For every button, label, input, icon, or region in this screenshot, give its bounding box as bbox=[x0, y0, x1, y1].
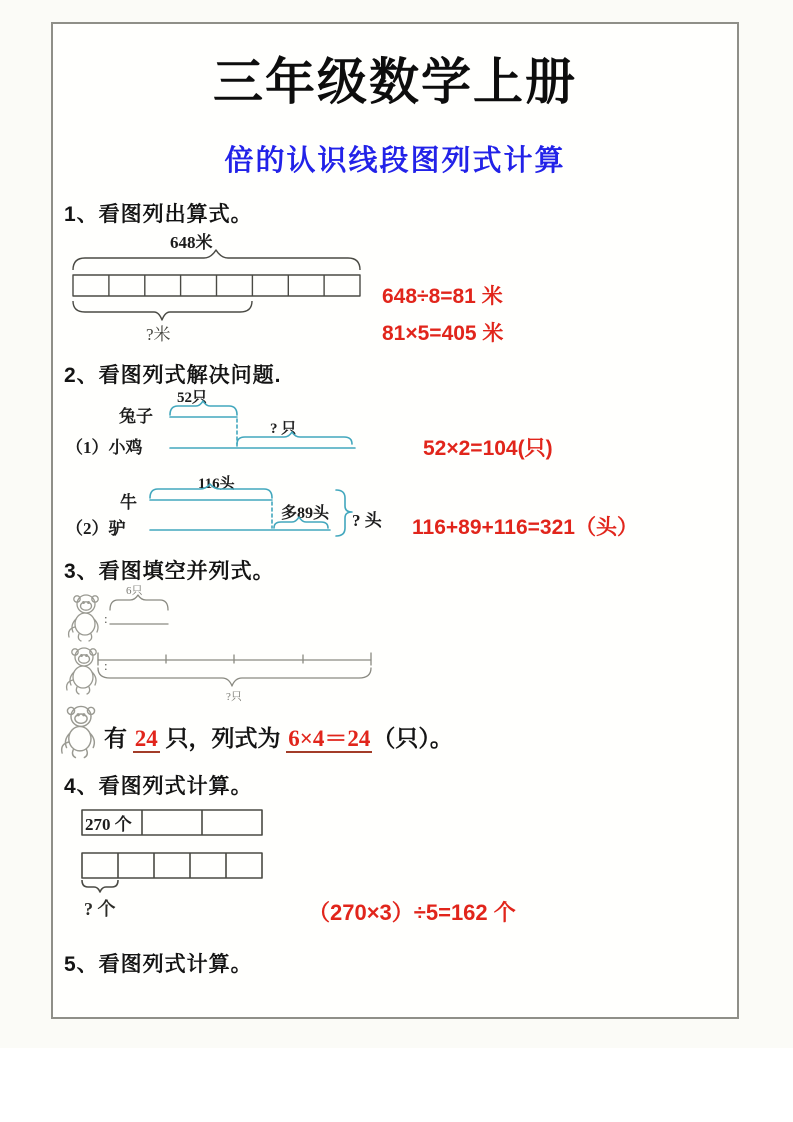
p3-fill-prefix: 有 bbox=[104, 726, 133, 751]
p3-row2-label: ?只 bbox=[226, 691, 242, 703]
bottom-margin bbox=[0, 1048, 793, 1122]
p2p1-segment-diagram bbox=[160, 398, 390, 460]
monkey-icon bbox=[69, 595, 99, 641]
p2p1-row2-label: （1）小鸡 bbox=[66, 438, 143, 457]
page-title: 三年级数学上册 bbox=[213, 54, 577, 110]
p2p2-more-label: 多89头 bbox=[281, 505, 330, 522]
p1-answer-2: 81×5=405 米 bbox=[382, 322, 504, 345]
p3-fill-mid: 只，列式为 bbox=[159, 726, 287, 751]
problem5-heading: 5、看图列式计算。 bbox=[64, 953, 253, 976]
p2p2-answer: 116+89+116=321（头） bbox=[412, 516, 638, 539]
p2p2-row2-label: （2）驴 bbox=[66, 519, 126, 538]
p2p2-top-label: 116头 bbox=[198, 476, 235, 492]
p2p1-top-label: 52只 bbox=[177, 390, 208, 406]
page-subtitle: 倍的认识线段图列式计算 bbox=[224, 145, 566, 177]
p4-answer: （270×3）÷5=162 个 bbox=[308, 900, 516, 925]
problem3-diagram bbox=[56, 578, 406, 712]
problem2-heading: 2、看图列式解决问题. bbox=[64, 364, 282, 387]
p3-fill-line bbox=[104, 720, 453, 753]
problem4-heading: 4、看图列式计算。 bbox=[64, 775, 253, 798]
p3-fill-suffix: （只）。 bbox=[372, 726, 453, 751]
monkey-icon bbox=[56, 702, 106, 762]
problem1-bar-diagram bbox=[58, 228, 388, 346]
p1-part-label: ?米 bbox=[146, 325, 171, 344]
p2p2-question-label: ? 头 bbox=[352, 511, 382, 530]
p1-answer-1: 648÷8=81 米 bbox=[382, 285, 503, 308]
p2p2-row1-label: 牛 bbox=[120, 493, 137, 512]
p4-question-label: ? 个 bbox=[84, 899, 116, 919]
problem3-heading: 3、看图填空并列式。 bbox=[64, 560, 275, 583]
p3-row2-colon: : bbox=[104, 658, 108, 673]
p4-bar1-label: 270 个 bbox=[85, 815, 132, 834]
p3-row1-colon: : bbox=[104, 611, 108, 626]
problem1-heading: 1、看图列出算式。 bbox=[64, 203, 253, 226]
p2p2-segment-diagram bbox=[140, 482, 410, 550]
problem4-bar-diagram bbox=[74, 800, 319, 925]
p2p1-row1-label: 兔子 bbox=[119, 407, 153, 426]
p1-total-label: 648米 bbox=[170, 233, 213, 252]
monkey-icon bbox=[67, 648, 97, 694]
p3-row1-label: 6只 bbox=[126, 585, 143, 597]
p3-fill-blank2: 6×4＝24 bbox=[288, 726, 371, 751]
p2p1-question-label: ? 只 bbox=[270, 421, 297, 437]
p3-fill-blank1: 24 bbox=[134, 726, 158, 751]
p2p1-answer: 52×2=104(只) bbox=[423, 437, 553, 460]
